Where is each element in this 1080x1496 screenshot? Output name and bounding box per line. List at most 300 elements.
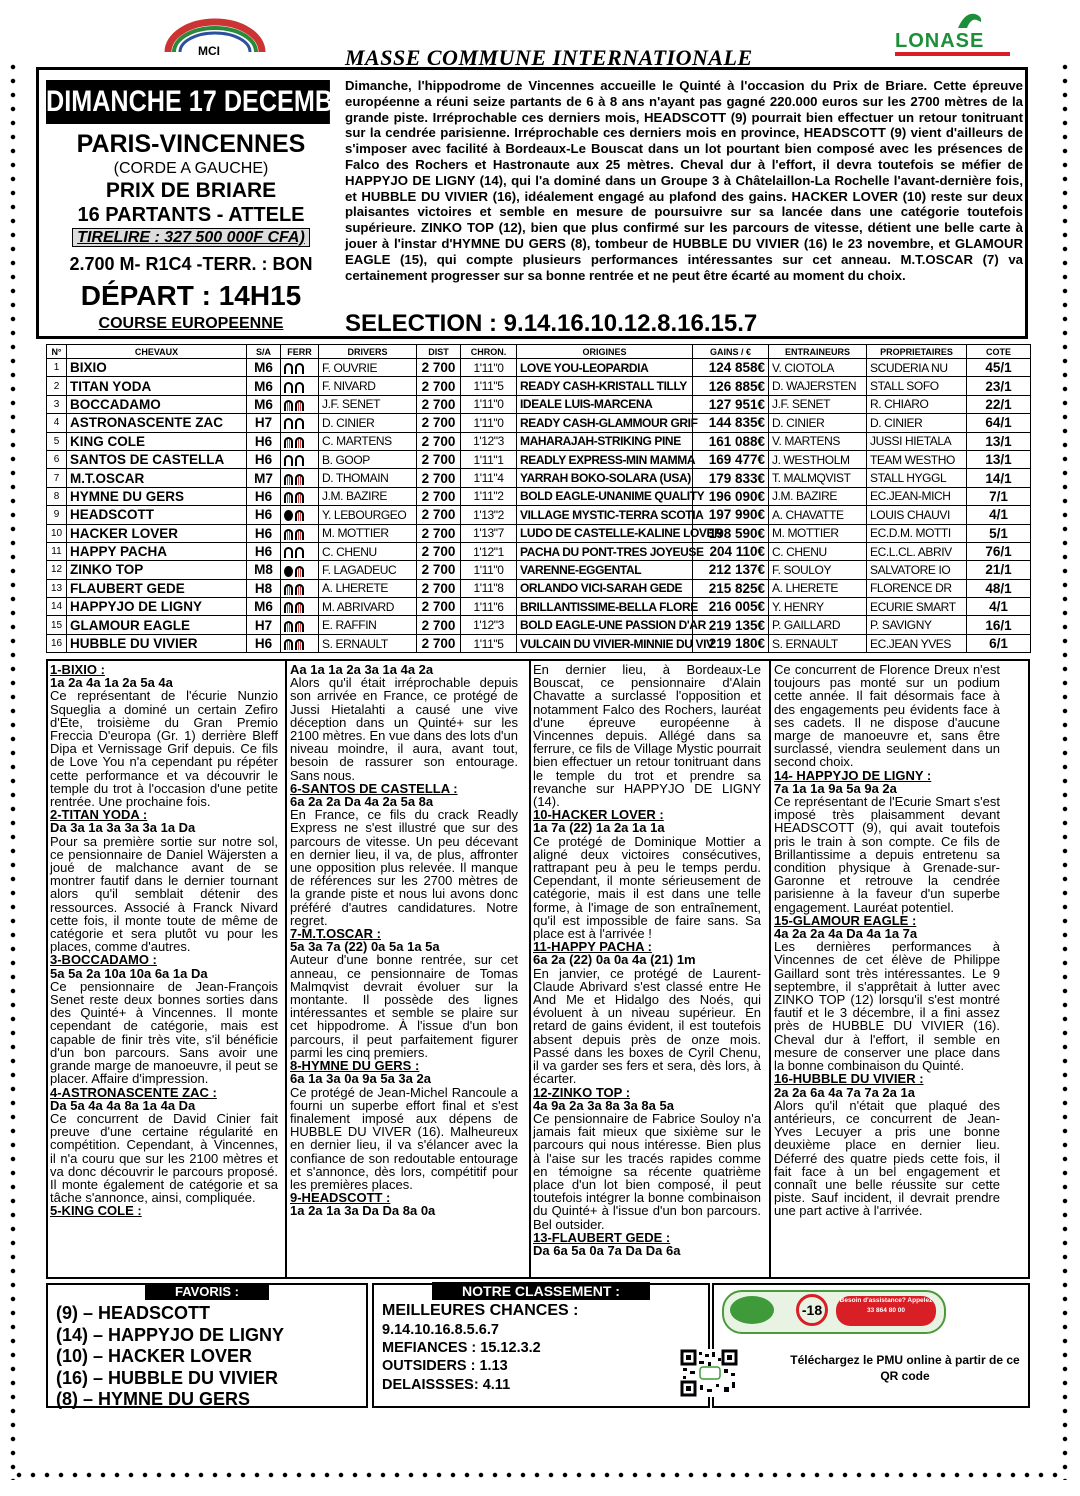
- cell-n: 1: [47, 359, 67, 377]
- comment-horse-heading: 4-ASTRONASCENTE ZAC :: [50, 1084, 217, 1100]
- cell-chron: 1'11"5: [461, 377, 517, 395]
- cell-gains: 198 590€: [693, 524, 769, 542]
- cell-cote: 48/1: [967, 579, 1031, 597]
- comment-text: Ce protégé de Jean-Michel Rancoule a fourni un superbe effort final et s'est finalement imposé aux dépens de HUBBLE DU VIVER (16). Malheureux en dernier lieu, il va s'élancer avec la confiance de son redoutable entourage et s'annonce, dès lors, compétitif pour les premières places.: [290, 1084, 518, 1192]
- column-divider: [529, 661, 531, 1277]
- cell-horse: HAPPY PACHA: [67, 542, 247, 560]
- cell-chron: 1'11"5: [461, 634, 517, 652]
- horseshoe-icon: [295, 547, 304, 558]
- cell-owner: EC.JEAN YVES: [867, 634, 967, 652]
- cell-gains: 212 137€: [693, 561, 769, 579]
- cell-gains: 215 825€: [693, 579, 769, 597]
- horseshoe-icon: [284, 602, 293, 613]
- horseshoe-icon: [284, 474, 293, 485]
- cell-driver: B. GOOP: [319, 450, 417, 468]
- cell-n: 16: [47, 634, 67, 652]
- comment-form-line: 1a 2a 4a 1a 2a 5a 4a: [50, 675, 173, 691]
- cell-origin: VARENNE-EGGENTAL: [517, 561, 693, 579]
- comment-horse-heading: 12-ZINKO TOP :: [533, 1084, 631, 1100]
- cell-sa: M6: [247, 395, 281, 413]
- cell-origin: BRILLANTISSIME-BELLA FLORE: [517, 598, 693, 616]
- race-distance: 2.700 M- R1C4 -TERR. : BON: [69, 254, 313, 274]
- table-row: [47, 377, 1031, 395]
- cell-sa: M6: [247, 598, 281, 616]
- cell-chron: 1'11"1: [461, 450, 517, 468]
- comments-column-3: [533, 663, 761, 1257]
- cell-gains: 179 833€: [693, 469, 769, 487]
- cell-n: 10: [47, 524, 67, 542]
- table-header-cell: COTE: [967, 345, 1031, 359]
- cell-owner: LOUIS CHAUVI: [867, 506, 967, 524]
- cell-horse: HEADSCOTT: [67, 506, 247, 524]
- horseshoe-icon: [295, 437, 304, 448]
- comment-text: Les dernières performances à Vincennes de cet élève de Philippe Gaillard sont très intéressantes. Le 9 septembre, il s'apprêtait à lutter avec ZINKO TOP (12) lorsqu'il s'est montré fautif et le 3 décembre, il a fini assez près de HUBBLE DU VIVIER (16). Cheval dur à l'effort, il semble en mesure de conserver une place dans la bonne combinaison du Quinté.: [774, 939, 1000, 1074]
- cell-horse: ASTRONASCENTE ZAC: [67, 414, 247, 432]
- table-header-cell: CHRON.: [461, 345, 517, 359]
- cell-dist: 2 700: [417, 598, 461, 616]
- left-dotted-border: [10, 60, 16, 1480]
- lonase-bar: [895, 52, 1010, 56]
- horseshoe-icon: [284, 382, 293, 393]
- ferrure-icons: [281, 487, 319, 505]
- cell-origin: READY CASH-GLAMMOUR GRIF: [517, 414, 693, 432]
- comment-form-line: 6a 2a (22) 0a 0a 4a (21) 1m: [533, 952, 696, 968]
- race-course-type: COURSE EUROPEENNE: [98, 315, 284, 332]
- cell-cote: 4/1: [967, 598, 1031, 616]
- cell-dist: 2 700: [417, 469, 461, 487]
- comment-horse-heading: 8-HYMNE DU GERS :: [290, 1058, 420, 1074]
- cell-sa: H6: [247, 450, 281, 468]
- ferrure-icons: [281, 414, 319, 432]
- cell-gains: 161 088€: [693, 432, 769, 450]
- cell-n: 3: [47, 395, 67, 413]
- cell-driver: J.M. BAZIRE: [319, 487, 417, 505]
- comment-form-line: Da 6a 5a 0a 7a Da Da 6a: [533, 1242, 681, 1258]
- table-row: [47, 506, 1031, 524]
- cell-horse: HYMNE DU GERS: [67, 487, 247, 505]
- race-date: DIMANCHE 17 DECEMBRE 2023: [46, 80, 330, 124]
- cell-n: 14: [47, 598, 67, 616]
- horseshoe-icon: [284, 418, 293, 429]
- horseshoe-icon: [284, 455, 293, 466]
- cell-trainer: Y. HENRY: [769, 598, 867, 616]
- mefiances: MEFIANCES : 15.12.3.2: [382, 1340, 541, 1356]
- comment-form-line: 4a 2a 2a 4a Da 4a 1a 7a: [774, 926, 918, 942]
- horseshoe-icon: [295, 602, 304, 613]
- cell-dist: 2 700: [417, 414, 461, 432]
- comment-form-line: 1a 2a 1a 3a Da Da 8a 0a: [290, 1203, 436, 1219]
- cell-origin: READLY EXPRESS-MIN MAMMA: [517, 450, 693, 468]
- cell-horse: FLAUBERT GEDE: [67, 579, 247, 597]
- cell-driver: A. LHERETE: [319, 579, 417, 597]
- table-row: [47, 561, 1031, 579]
- cell-sa: H8: [247, 579, 281, 597]
- cell-trainer: J. WESTHOLM: [769, 450, 867, 468]
- cell-origin: BOLD EAGLE-UNE PASSION D'AR: [517, 616, 693, 634]
- cell-trainer: D. CINIER: [769, 414, 867, 432]
- cell-chron: 1'11"0: [461, 414, 517, 432]
- delaisses: DELAISSSES: 4.11: [382, 1377, 511, 1393]
- table-row: [47, 450, 1031, 468]
- bottom-dotted-border: [12, 1472, 1062, 1478]
- cell-trainer: J.F. SENET: [769, 395, 867, 413]
- cell-driver: F. LAGADEUC: [319, 561, 417, 579]
- horseshoe-icon: [284, 510, 293, 521]
- outsiders: OUTSIDERS : 1.13: [382, 1358, 508, 1374]
- horse-comments: [46, 659, 1030, 1279]
- cell-chron: 1'11"0: [461, 561, 517, 579]
- cell-chron: 1'12"3: [461, 616, 517, 634]
- favori-item: (8) – HYMNE DU GERS: [56, 1389, 251, 1409]
- cell-owner: P. SAVIGNY: [867, 616, 967, 634]
- lonase-mini-logo: [730, 1296, 774, 1324]
- cell-trainer: P. GAILLARD: [769, 616, 867, 634]
- selection: SELECTION : 9.14.16.10.12.8.16.15.7: [345, 310, 758, 337]
- ferrure-icons: [281, 359, 319, 377]
- ferrure-icons: [281, 598, 319, 616]
- cell-dist: 2 700: [417, 395, 461, 413]
- comment-text: Ce pensionnaire de Fabrice Souloy n'a jamais fait mieux que sixième sur le parcours qui nous intéresse. Bien plus à l'aise sur les tracés rapides comme en témoigne sa récente quatrième place d'un lot bien composé, il peut toutefois intégrer la bonne combinaison du Quinté+ à l'issue d'un bon parcours. Bel outsider.: [533, 1110, 761, 1232]
- page-title: MASSE COMMUNE INTERNATIONALE: [345, 45, 753, 70]
- cell-horse: BIXIO: [67, 359, 247, 377]
- comments-column-1: [50, 663, 278, 1218]
- cell-driver: M. MOTTIER: [319, 524, 417, 542]
- cell-owner: TEAM WESTHO: [867, 450, 967, 468]
- horseshoe-icon: [295, 621, 304, 632]
- cell-cote: 23/1: [967, 377, 1031, 395]
- cell-gains: 197 990€: [693, 506, 769, 524]
- horseshoe-icon: [284, 547, 293, 558]
- comment-horse-heading: 1-BIXIO :: [50, 662, 105, 677]
- table-header-cell: PROPRIETAIRES: [867, 345, 967, 359]
- cell-owner: EC.JEAN-MICH: [867, 487, 967, 505]
- cell-chron: 1'12"3: [461, 432, 517, 450]
- horseshoe-icon: [295, 418, 304, 429]
- cell-trainer: V. CIOTOLA: [769, 359, 867, 377]
- cell-driver: Y. LEBOURGEO: [319, 506, 417, 524]
- horseshoe-icon: [284, 584, 293, 595]
- cell-owner: EC.L.CL. ABRIV: [867, 542, 967, 560]
- cell-n: 15: [47, 616, 67, 634]
- table-row: [47, 414, 1031, 432]
- cell-trainer: D. WAJERSTEN: [769, 377, 867, 395]
- cell-sa: H6: [247, 487, 281, 505]
- horseshoe-icon: [295, 474, 304, 485]
- cell-origin: MAHARAJAH-STRIKING PINE: [517, 432, 693, 450]
- comment-text: Alors qu'il était irréprochable depuis son arrivée en France, ce protégé de Jussi Hietalahti a causé une vive déception dans un Quinté+ sur les 2100 mètres. En vue dans des lots d'un niveau moindre, il aura, avant tout, besoin de rassurer son entourage. Sans nous.: [290, 675, 518, 783]
- ferrure-icons: [281, 524, 319, 542]
- cell-gains: 219 135€: [693, 616, 769, 634]
- table-header-cell: FERR: [281, 345, 319, 359]
- horseshoe-icon: [284, 363, 293, 374]
- comment-horse-heading: 14- HAPPYJO DE LIGNY :: [774, 767, 932, 783]
- cell-chron: 1'13"7: [461, 524, 517, 542]
- cell-cote: 64/1: [967, 414, 1031, 432]
- cell-n: 13: [47, 579, 67, 597]
- cell-driver: C. MARTENS: [319, 432, 417, 450]
- cell-origin: YARRAH BOKO-SOLARA (USA): [517, 469, 693, 487]
- cell-dist: 2 700: [417, 377, 461, 395]
- comment-horse-heading: 6-SANTOS DE CASTELLA :: [290, 780, 458, 796]
- cell-driver: C. CHENU: [319, 542, 417, 560]
- table-header-cell: ORIGINES: [517, 345, 693, 359]
- table-row: [47, 616, 1031, 634]
- cell-dist: 2 700: [417, 524, 461, 542]
- cell-origin: VULCAIN DU VIVIER-MINNIE DU VIV: [517, 634, 693, 652]
- cell-origin: VILLAGE MYSTIC-TERRA SCOTIA: [517, 506, 693, 524]
- cell-origin: BOLD EAGLE-UNANIME QUALITY: [517, 487, 693, 505]
- cell-owner: R. CHIARO: [867, 395, 967, 413]
- comment-form-line: 6a 2a 2a Da 4a 2a 5a 8a: [290, 794, 434, 810]
- comment-form-line: 5a 3a 7a (22) 0a 5a 1a 5a: [290, 939, 440, 955]
- cell-n: 2: [47, 377, 67, 395]
- horseshoe-icon: [295, 510, 304, 521]
- cell-cote: 5/1: [967, 524, 1031, 542]
- favori-item: (9) – HEADSCOTT: [56, 1303, 211, 1323]
- cell-n: 8: [47, 487, 67, 505]
- cell-owner: EC.D.M. MOTTI: [867, 524, 967, 542]
- cell-dist: 2 700: [417, 432, 461, 450]
- horseshoe-icon: [295, 529, 304, 540]
- cell-trainer: F. SOULOY: [769, 561, 867, 579]
- cell-trainer: M. MOTTIER: [769, 524, 867, 542]
- comment-horse-heading: 3-BOCCADAMO :: [50, 952, 157, 968]
- cell-gains: 216 005€: [693, 598, 769, 616]
- favori-item: (16) – HUBBLE DU VIVIER: [56, 1368, 279, 1388]
- help-text: Besoin d'assistance? Appelez: [839, 1297, 933, 1304]
- horseshoe-icon: [295, 382, 304, 393]
- cell-chron: 1'11"8: [461, 579, 517, 597]
- comment-horse-heading: 5-KING COLE :: [50, 1203, 142, 1219]
- cell-owner: STALL HYGGL: [867, 469, 967, 487]
- cell-chron: 1'11"0: [461, 395, 517, 413]
- cell-cote: 22/1: [967, 395, 1031, 413]
- cell-n: 4: [47, 414, 67, 432]
- table-header-row: [47, 345, 1031, 359]
- race-partants: 16 PARTANTS - ATTELE: [77, 204, 305, 226]
- meilleures-label: MEILLEURES CHANCES :: [382, 1302, 579, 1319]
- cell-dist: 2 700: [417, 359, 461, 377]
- cell-owner: JUSSI HIETALA: [867, 432, 967, 450]
- comment-form-line: 7a 1a 1a 9a 5a 9a 2a: [774, 780, 897, 796]
- cell-gains: 196 090€: [693, 487, 769, 505]
- comment-text: Ce pensionnaire de Jean-François Senet reste deux bonnes sorties dans des Quinté+ à Vincennes. Il monte cependant de catégorie, mais est capable de finir très vite, s'il bénéficie d'un bon parcours. Sans avoir une grande marge de manoeuvre, il peut se placer. Affaire d'impression.: [50, 978, 278, 1087]
- cell-owner: D. CINIER: [867, 414, 967, 432]
- comment-form-line: 5a 5a 2a 10a 10a 6a 1a Da: [50, 965, 208, 981]
- cell-driver: D. THOMAIN: [319, 469, 417, 487]
- cell-horse: KING COLE: [67, 432, 247, 450]
- lonase-logo-text: LONASE: [895, 30, 985, 52]
- cell-dist: 2 700: [417, 487, 461, 505]
- cell-driver: J.F. SENET: [319, 395, 417, 413]
- horseshoe-icon: [295, 566, 304, 577]
- cell-cote: 4/1: [967, 506, 1031, 524]
- cell-dist: 2 700: [417, 506, 461, 524]
- cell-chron: 1'11"0: [461, 359, 517, 377]
- qr-code[interactable]: [680, 1349, 738, 1397]
- cell-gains: 126 885€: [693, 377, 769, 395]
- cell-origin: LOVE YOU-LEOPARDIA: [517, 359, 693, 377]
- cell-horse: ZINKO TOP: [67, 561, 247, 579]
- race-prix: PRIX DE BRIARE: [105, 179, 277, 202]
- comment-text: Alors qu'il n'était que plaqué des antérieurs, ce concurrent de Jean-Yves Lecuyer a pris une bonne deuxième place en dernier lieu. Déferré des quatre pieds cette fois, il fait face à un bel engagement et connaît une belle réussite sur cette piste. Sauf incident, il devrait prendre une part active à l'arrivée.: [774, 1097, 1000, 1219]
- ferrure-icons: [281, 450, 319, 468]
- comments-column-4: [774, 663, 1000, 1218]
- cell-driver: F. OUVRIE: [319, 359, 417, 377]
- comment-form-line: Aa 1a 1a 2a 3a 1a 4a 2a: [290, 662, 434, 677]
- comments-column-2: [290, 663, 518, 1218]
- race-venue: PARIS-VINCENNES: [76, 130, 306, 158]
- horseshoe-icon: [284, 492, 293, 503]
- cell-sa: M6: [247, 377, 281, 395]
- comment-form-line: 1a 7a (22) 1a 2a 1a 1a: [533, 820, 665, 836]
- mci-logo-text: MCI: [198, 44, 220, 58]
- cell-sa: H7: [247, 616, 281, 634]
- cell-origin: IDEALE LUIS-MARCENA: [517, 395, 693, 413]
- comment-text: En dernier lieu, à Bordeaux-Le Bouscat, ce pensionnaire d'Alain Chavatte a surclassé l'opposition et notamment Falco des Rochers, lauréat d'une épreuve européenne à Vincennes depuis. Allégé dans sa ferrure, ce fils de Village Mystic pourrait bien effectuer un retour tonitruant dans le temple du trot et prendre sa revanche sur HAPPYJO DE LIGNY (14).: [533, 662, 761, 810]
- cell-n: 11: [47, 542, 67, 560]
- cell-n: 9: [47, 506, 67, 524]
- table-body: [47, 359, 1031, 653]
- cell-gains: 144 835€: [693, 414, 769, 432]
- cell-cote: 45/1: [967, 359, 1031, 377]
- horseshoe-icon: [295, 400, 304, 411]
- cell-trainer: A. LHERETE: [769, 579, 867, 597]
- cell-horse: HUBBLE DU VIVIER: [67, 634, 247, 652]
- table-row: [47, 598, 1031, 616]
- table-row: [47, 432, 1031, 450]
- comment-text: Ce concurrent de David Cinier fait preuve d'une certaine régularité en compétition. Cependant, à Vincennes, il n'a couru que sur les 2100 mètres et va donc découvrir le parcours proposé. Il monte également de catégorie et sa tâche s'annonce, ainsi, compliquée.: [50, 1110, 278, 1206]
- table-header-cell: DIST: [417, 345, 461, 359]
- cell-trainer: J.M. BAZIRE: [769, 487, 867, 505]
- horseshoe-icon: [284, 621, 293, 632]
- cell-n: 12: [47, 561, 67, 579]
- cell-owner: SALVATORE IO: [867, 561, 967, 579]
- cell-sa: H6: [247, 524, 281, 542]
- comment-text: Ce concurrent de Florence Dreux n'est toujours pas monté sur un podium cette année. Il fait désormais face à des engagements peu évidents face à ses cadets. Il ne dispose d'aucune marge de manoeuvre et, sans être surclassé, viendra seulement dans un second choix.: [774, 662, 1000, 770]
- cell-dist: 2 700: [417, 579, 461, 597]
- comment-horse-heading: 13-FLAUBERT GEDE :: [533, 1229, 671, 1245]
- cell-sa: M7: [247, 469, 281, 487]
- table-row: [47, 579, 1031, 597]
- ferrure-icons: [281, 542, 319, 560]
- cell-cote: 16/1: [967, 616, 1031, 634]
- cell-trainer: T. MALMQVIST: [769, 469, 867, 487]
- cell-dist: 2 700: [417, 561, 461, 579]
- ferrure-icons: [281, 561, 319, 579]
- cell-sa: H6: [247, 432, 281, 450]
- favori-item: (14) – HAPPYJO DE LIGNY: [56, 1325, 285, 1345]
- horseshoe-icon: [284, 639, 293, 650]
- cell-sa: M6: [247, 359, 281, 377]
- cell-dist: 2 700: [417, 450, 461, 468]
- tirelire-text: TIRELIRE : 327 500 000F CFA): [72, 228, 310, 247]
- cell-chron: 1'11"4: [461, 469, 517, 487]
- lonase-logo: [895, 18, 1010, 54]
- cell-owner: FLORENCE DR: [867, 579, 967, 597]
- cell-n: 5: [47, 432, 67, 450]
- cell-sa: H6: [247, 542, 281, 560]
- cell-gains: 169 477€: [693, 450, 769, 468]
- comment-form-line: Da 5a 4a 4a 8a 1a 4a Da: [50, 1097, 196, 1113]
- cell-horse: HAPPYJO DE LIGNY: [67, 598, 247, 616]
- comment-text: Ce protégé de Dominique Mottier a aligné deux victoires consécutives, rattrapant peu à peu le temps perdu. Cependant, il monte sérieusement de catégorie, mais il est dans une telle forme, à l'image de son entraînement, qu'il est impossible de faire sans. Sa place est à l'arrivée !: [533, 833, 761, 942]
- table-header-cell: ENTRAINEURS: [769, 345, 867, 359]
- mci-logo: [160, 14, 270, 62]
- cell-trainer: V. MARTENS: [769, 432, 867, 450]
- table-row: [47, 359, 1031, 377]
- cell-cote: 21/1: [967, 561, 1031, 579]
- comment-form-line: 6a 1a 3a 0a 9a 5a 3a 2a: [290, 1071, 431, 1087]
- comment-horse-heading: 15-GLAMOUR EAGLE :: [774, 912, 917, 928]
- cell-n: 6: [47, 450, 67, 468]
- cell-sa: M8: [247, 561, 281, 579]
- race-intro-text: Dimanche, l'hippodrome de Vincennes accueille le Quinté à l'occasion du Prix de Briare. Cette épreuve européenne a réuni seize partants de 6 à 8 ans n'ayant pas gagné 220.000 euros sur les 2700 mètres de la grande piste. Irréprochable ces derniers mois, HEADSCOTT (9) pourrait bien effectuer un retour tonitruant sur la cendrée parisienne. Irréprochable ces derniers mois en province, HEADSCOTT (9) vient d'ailleurs de s'imposer avec facilité à Bordeaux-Le Bouscat dans un lot pourtant bien composé avec les présences de Falco des Rochers et Hastronaute aux 25 mètres. Cheval dur à l'effort, il devra toutefois se méfier de HAPPYJO DE LIGNY (14), qui l'a dominé dans un Groupe 3 à Châtelaillon-La Rochelle l'avant-dernière fois, et HUBBLE DU VIVIER (16), idéalement engagé au plafond des gains. HACKER LOVER (10) reste sur deux plaisantes victoires et semble en mesure de poursuivre sur sa lancée dans une catégorie toutefois supérieure. ZINKO TOP (12), bien que plus confirmé sur les parcours de vitesse, détient une belle carte à jouer à l'instar d'HYMNE DU GERS (8), tombeur de HUBBLE DU VIVIER (16) le 23 novembre, et GLAMOUR EAGLE (15), qui compte plusieurs performances intéressantes sur cet anneau. M.T.OSCAR (7) va certainement progresser sur sa bonne rentrée et ne peut être écarté au moment du choix.: [345, 78, 1023, 283]
- no-under-18-icon: -18: [796, 1294, 828, 1326]
- cell-origin: PACHA DU PONT-TRES JOYEUSE: [517, 542, 693, 560]
- right-dotted-border: [1062, 60, 1068, 1480]
- cell-driver: S. ERNAULT: [319, 634, 417, 652]
- cell-chron: 1'11"6: [461, 598, 517, 616]
- cell-n: 7: [47, 469, 67, 487]
- cell-horse: HACKER LOVER: [67, 524, 247, 542]
- comment-text: Auteur d'une bonne rentrée, sur cet anneau, ce pensionnaire de Tomas Malmqvist devrait évoluer sur la montante. Il possède des lignes intéressantes et semble se plaire sur cet hippodrome. À l'issue d'un bon parcours, il peut parfaitement figurer parmi les cinq premiers.: [290, 952, 518, 1060]
- horseshoe-icon: [284, 529, 293, 540]
- meilleures-value: 9.14.10.16.8.5.6.7: [382, 1322, 499, 1338]
- cell-owner: SCUDERIA NU: [867, 359, 967, 377]
- cell-origin: READY CASH-KRISTALL TILLY: [517, 377, 693, 395]
- cell-origin: LUDO DE CASTELLE-KALINE LOVER: [517, 524, 693, 542]
- cell-sa: H6: [247, 634, 281, 652]
- cell-driver: F. NIVARD: [319, 377, 417, 395]
- column-divider: [285, 661, 287, 1277]
- comment-text: Ce représentant de l'Ecurie Smart s'est imposé très plaisamment devant HEADSCOTT (9), qui avait toutefois pris le train à son compte. Ce fils de Brillantissime a depuis entretenu sa condition physique à Grenade-sur-Garonne et retrouve la cendrée parisienne à la faveur d'un superbe engagement. Lauréat potentiel.: [774, 794, 1000, 915]
- horseshoe-icon: [284, 566, 293, 577]
- comment-horse-heading: 9-HEADSCOTT :: [290, 1190, 391, 1206]
- horseshoe-icon: [295, 639, 304, 650]
- cell-sa: H7: [247, 414, 281, 432]
- comment-text: Pour sa première sortie sur notre sol, ce pensionnaire de Daniel Wäjersten a joué de malchance avant de se montrer fautif dans le dernier tournant alors qu'il semblait détenir des ressources. Associé à Franck Nivard cette fois, il monte toute de même de catégorie et sera plutôt vu pour les places, comme d'autres.: [50, 833, 278, 955]
- cell-gains: 204 110€: [693, 542, 769, 560]
- pmu-banner: [722, 1290, 946, 1334]
- comment-horse-heading: 16-HUBBLE DU VIVIER :: [774, 1071, 924, 1087]
- table-header-cell: GAINS / €: [693, 345, 769, 359]
- comment-text: En janvier, ce protégé de Laurent-Claude Abrivard s'est classé entre He And Me et Hidalgo des Noés, qui évoluent à un niveau supérieur. En retard de gains évident, il est toutefois absent depuis près de onze mois. Passé dans les boxes de Cyril Chenu, il va garder ses fers et sera, dès lors, à écarter.: [533, 965, 761, 1087]
- cell-owner: STALL SOFO: [867, 377, 967, 395]
- download-instructions: Téléchargez le PMU online à partir de ce QR code: [790, 1353, 1020, 1383]
- favoris-title: [46, 1283, 368, 1303]
- ferrure-icons: [281, 469, 319, 487]
- comment-form-line: Da 3a 1a 3a 3a 3a 1a Da: [50, 820, 196, 836]
- cell-dist: 2 700: [417, 634, 461, 652]
- column-divider: [769, 661, 771, 1277]
- cell-cote: 6/1: [967, 634, 1031, 652]
- horseshoe-icon: [295, 455, 304, 466]
- lonase-horse-icon: [955, 10, 985, 30]
- cell-horse: SANTOS DE CASTELLA: [67, 450, 247, 468]
- ferrure-icons: [281, 432, 319, 450]
- cell-trainer: S. ERNAULT: [769, 634, 867, 652]
- ferrure-icons: [281, 634, 319, 652]
- horseshoe-icon: [295, 584, 304, 595]
- cell-gains: 127 951€: [693, 395, 769, 413]
- table-row: [47, 469, 1031, 487]
- classement-title-text: NOTRE CLASSEMENT :: [432, 1282, 650, 1300]
- table-row: [47, 634, 1031, 652]
- cell-horse: M.T.OSCAR: [67, 469, 247, 487]
- race-corde: (CORDE A GAUCHE): [113, 160, 269, 177]
- cell-chron: 1'12"1: [461, 542, 517, 560]
